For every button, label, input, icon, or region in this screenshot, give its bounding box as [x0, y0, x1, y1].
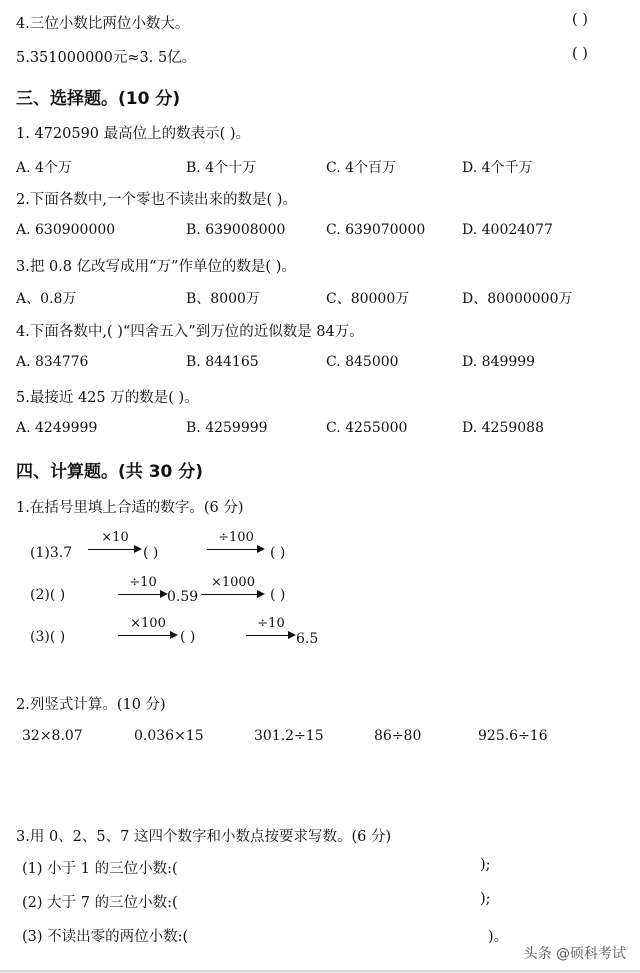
fill-row3-end: 6.5 [296, 631, 319, 647]
choice-q3-option-c: C、80000万 [326, 291, 410, 307]
fill-row1-arrow1-label: ×10 [101, 530, 129, 545]
choice-q5-option-a: A. 4249999 [16, 420, 98, 436]
vertical-item-5: 925.6÷16 [478, 728, 548, 744]
vertical-item-1: 32×8.07 [22, 728, 83, 744]
choice-q3-option-a: A、0.8万 [16, 291, 77, 307]
choice-q3-option-b: B、8000万 [186, 291, 260, 307]
digits-stem: 3.用 0、2、5、7 这四个数字和小数点按要求写数。(6 分) [16, 829, 392, 845]
vertical-item-3: 301.2÷15 [254, 728, 324, 744]
fill-row3-mid: ( ) [180, 629, 196, 645]
judge-q4: 4.三位小数比两位小数大。 [16, 16, 190, 32]
digits-item-3-close: )。 [488, 929, 509, 945]
judge-q4-paren: ( ) [572, 12, 588, 28]
digits-item-2-close: ); [480, 891, 491, 907]
arrow-right-icon [134, 545, 142, 553]
fill-row2-label: (2)( ) [30, 587, 66, 603]
choice-q5-option-b: B. 4259999 [186, 420, 268, 436]
fill-row3-arrow2-label: ÷10 [257, 616, 285, 631]
choice-q2-option-b: B. 639008000 [186, 222, 286, 238]
fill-row1-label: (1)3.7 [30, 545, 73, 561]
fill-row1-mid: ( ) [143, 545, 159, 561]
choice-q4-option-c: C. 845000 [326, 354, 399, 370]
choice-q3-stem: 3.把 0.8 亿改写成用“万”作单位的数是( )。 [16, 259, 296, 275]
arrow-right-icon [257, 590, 265, 598]
choice-q1-option-a: A. 4个万 [16, 160, 72, 176]
vertical-item-2: 0.036×15 [134, 728, 204, 744]
judge-q5: 5.351000000元≈3. 5亿。 [16, 50, 197, 66]
choice-q1-option-b: B. 4个十万 [186, 160, 257, 176]
choice-q2-stem: 2.下面各数中,一个零也不读出来的数是( )。 [16, 192, 297, 208]
choice-q2-option-d: D. 40024077 [462, 222, 553, 238]
fill-row3-arrow1-label: ×100 [130, 616, 166, 631]
fill-row2-mid: 0.59 [167, 589, 199, 605]
arrow-right-icon [170, 631, 178, 639]
watermark: 头条 @硕科考试 [523, 946, 626, 962]
fill-row1-arrow2-label: ÷100 [218, 530, 254, 545]
vertical-stem: 2.列竖式计算。(10 分) [16, 697, 166, 713]
section4-title: 四、计算题。(共 30 分) [16, 462, 204, 482]
vertical-item-4: 86÷80 [374, 728, 422, 744]
choice-q5-option-d: D. 4259088 [462, 420, 544, 436]
judge-q5-paren: ( ) [572, 46, 588, 62]
choice-q1-option-c: C. 4个百万 [326, 160, 397, 176]
fill-row1-end: ( ) [270, 545, 286, 561]
arrow-right-icon [288, 631, 296, 639]
choice-q2-option-a: A. 630900000 [16, 222, 116, 238]
arrow-right-icon [257, 545, 265, 553]
choice-q3-option-d: D、80000000万 [462, 291, 573, 307]
choice-q4-option-b: B. 844165 [186, 354, 259, 370]
choice-q5-stem: 5.最接近 425 万的数是( )。 [16, 390, 199, 406]
choice-q4-option-a: A. 834776 [16, 354, 89, 370]
fill-stem: 1.在括号里填上合适的数字。(6 分) [16, 500, 244, 516]
digits-item-3: (3) 不读出零的两位小数:( [22, 929, 189, 945]
fill-row2-end: ( ) [270, 587, 286, 603]
choice-q4-stem: 4.下面各数中,( )“四舍五入”到万位的近似数是 84万。 [16, 324, 364, 340]
digits-item-1-close: ); [480, 857, 491, 873]
fill-row3-label: (3)( ) [30, 629, 66, 645]
choice-q1-option-d: D. 4个千万 [462, 160, 533, 176]
choice-q4-option-d: D. 849999 [462, 354, 536, 370]
choice-q2-option-c: C. 639070000 [326, 222, 426, 238]
section3-title: 三、选择题。(10 分) [16, 89, 181, 109]
fill-row2-arrow2-label: ×1000 [211, 575, 255, 590]
choice-q1-stem: 1. 4720590 最高位上的数表示( )。 [16, 126, 251, 142]
fill-row2-arrow1-label: ÷10 [129, 575, 157, 590]
digits-item-1: (1) 小于 1 的三位小数:( [22, 861, 178, 877]
choice-q5-option-c: C. 4255000 [326, 420, 408, 436]
digits-item-2: (2) 大于 7 的三位小数:( [22, 895, 178, 911]
